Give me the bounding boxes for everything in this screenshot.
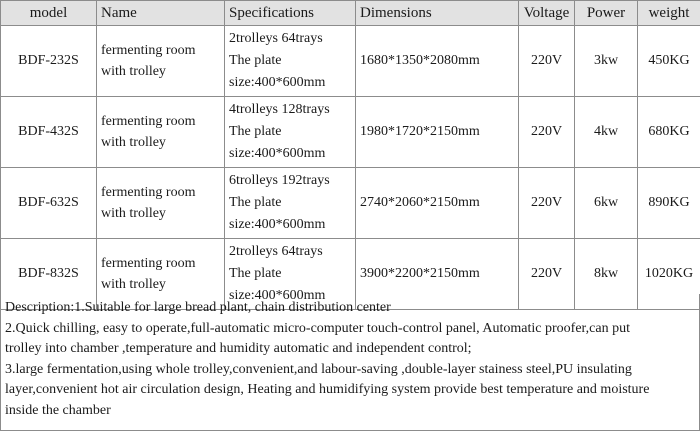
header-row [1, 1, 700, 26]
name-line: fermenting room [101, 253, 220, 274]
description-line: Description:1.Suitable for large bread plant, chain distribution center [5, 298, 695, 319]
spec-line: size:400*600mm [229, 214, 351, 236]
cell-model: BDF-432S [1, 97, 97, 168]
name-line: with trolley [101, 61, 220, 82]
cell-specifications [225, 168, 356, 239]
cell-specifications [225, 97, 356, 168]
cell-voltage: 220V [519, 26, 575, 97]
spec-line: The plate [229, 121, 351, 143]
description-box [0, 294, 700, 431]
cell-voltage: 220V [519, 168, 575, 239]
cell-power: 8kw [575, 239, 638, 310]
description-line: inside the chamber [5, 401, 695, 422]
cell-dimensions: 3900*2200*2150mm [356, 239, 519, 310]
cell-weight: 890KG [638, 168, 700, 239]
header-weight: weight [638, 1, 700, 26]
cell-name [97, 168, 225, 239]
cell-voltage: 220V [519, 239, 575, 310]
name-line: with trolley [101, 203, 220, 224]
cell-model: BDF-632S [1, 168, 97, 239]
spec-line: The plate [229, 192, 351, 214]
cell-weight: 680KG [638, 97, 700, 168]
header-name: Name [97, 1, 225, 26]
cell-dimensions: 2740*2060*2150mm [356, 168, 519, 239]
name-line: with trolley [101, 274, 220, 295]
spec-line: 4trolleys 128trays [229, 99, 351, 121]
spec-line: size:400*600mm [229, 285, 351, 307]
cell-model: BDF-232S [1, 26, 97, 97]
table-row [1, 26, 700, 97]
header-dimensions: Dimensions [356, 1, 519, 26]
cell-model: BDF-832S [1, 239, 97, 310]
name-line: fermenting room [101, 111, 220, 132]
cell-specifications [225, 26, 356, 97]
spec-line: 2trolleys 64trays [229, 241, 351, 263]
spec-line: 6trolleys 192trays [229, 170, 351, 192]
header-specifications: Specifications [225, 1, 356, 26]
cell-dimensions: 1980*1720*2150mm [356, 97, 519, 168]
header-power: Power [575, 1, 638, 26]
description-line: layer,convenient hot air circulation design, Heating and humidifying system provide best temperature and moisture [5, 380, 695, 401]
header-voltage: Voltage [519, 1, 575, 26]
description-line: 3.large fermentation,using whole trolley,convenient,and labour-saving ,double-layer stainess steel,PU insulating [5, 360, 695, 381]
cell-weight: 450KG [638, 26, 700, 97]
cell-name [97, 97, 225, 168]
table-row [1, 97, 700, 168]
cell-dimensions: 1680*1350*2080mm [356, 26, 519, 97]
spec-line: size:400*600mm [229, 143, 351, 165]
spec-line: size:400*600mm [229, 72, 351, 94]
cell-name [97, 26, 225, 97]
description-line: trolley into chamber ,temperature and humidity automatic and independent control; [5, 339, 695, 360]
description-line: 2.Quick chilling, easy to operate,full-automatic micro-computer touch-control panel, Automatic proofer,can put [5, 319, 695, 340]
cell-power: 3kw [575, 26, 638, 97]
cell-power: 6kw [575, 168, 638, 239]
cell-voltage: 220V [519, 97, 575, 168]
name-line: fermenting room [101, 182, 220, 203]
name-line: with trolley [101, 132, 220, 153]
table-row [1, 168, 700, 239]
cell-weight: 1020KG [638, 239, 700, 310]
spec-line: 2trolleys 64trays [229, 28, 351, 50]
cell-power: 4kw [575, 97, 638, 168]
header-model: model [1, 1, 97, 26]
name-line: fermenting room [101, 40, 220, 61]
spec-line: The plate [229, 50, 351, 72]
spec-line: The plate [229, 263, 351, 285]
